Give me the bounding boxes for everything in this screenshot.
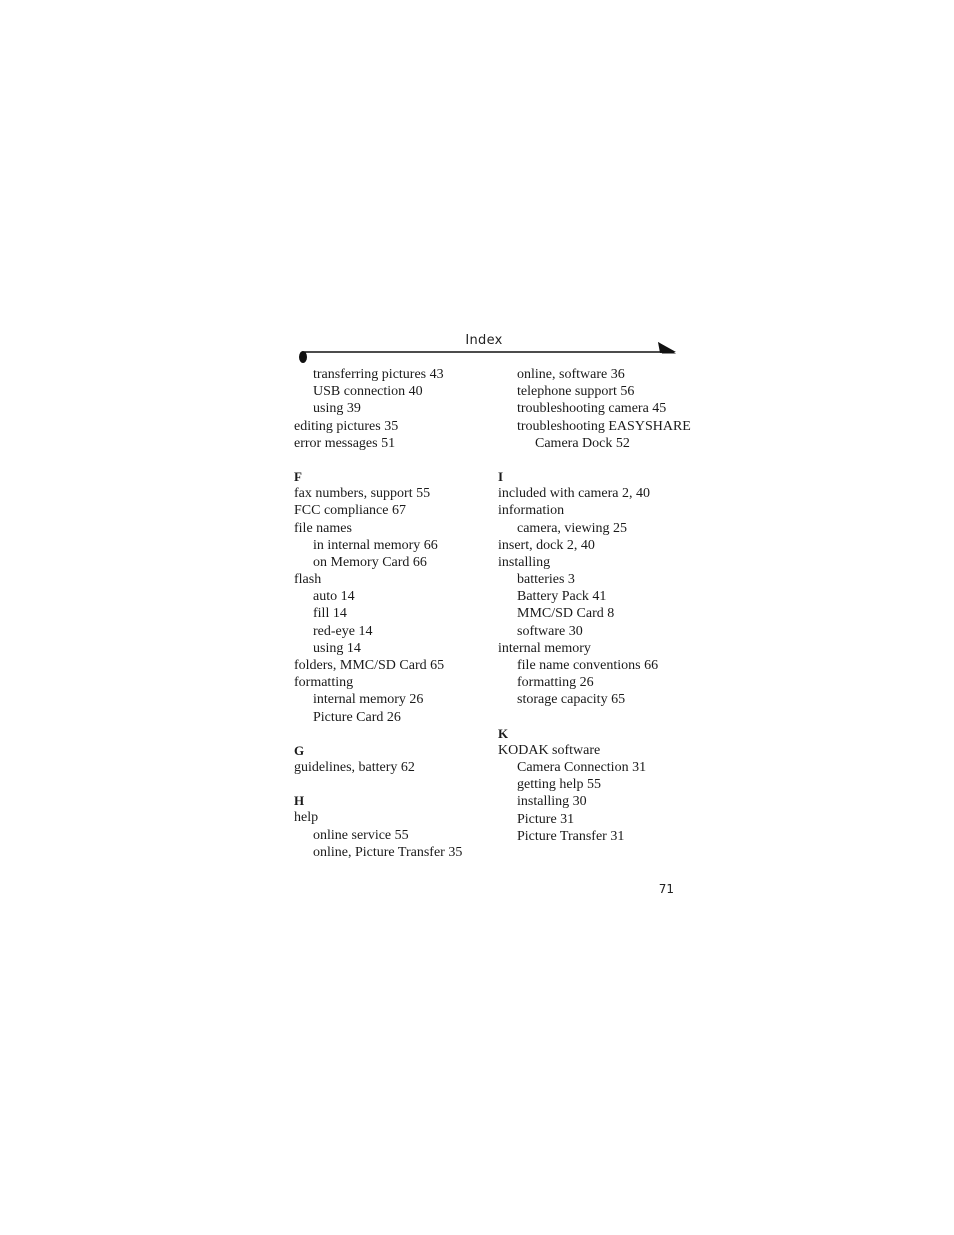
index-entry: information [498, 503, 565, 519]
index-subentry: telephone support 56 [517, 384, 635, 400]
index-entry: installing [498, 554, 551, 570]
index-subentry: in internal memory 66 [313, 537, 438, 553]
header-title: Index [465, 333, 503, 348]
index-subentry: online service 55 [313, 827, 409, 843]
index-subentry: transferring pictures 43 [313, 367, 444, 382]
index-subentry: internal memory 26 [313, 692, 424, 708]
index-subentry: MMC/SD Card 8 [517, 606, 615, 622]
index-column-right [498, 366, 691, 845]
section-letter-i: I [498, 468, 504, 484]
index-entry: FCC compliance 67 [294, 503, 406, 519]
header-rule [296, 342, 680, 368]
index-entry: editing pictures 35 [294, 418, 399, 434]
section-letter-h: H [294, 793, 305, 809]
index-entry: KODAK software [498, 742, 601, 758]
index-subentry: software 30 [517, 623, 583, 639]
section-letter-g: G [294, 742, 305, 758]
index-subentry: storage capacity 65 [517, 692, 626, 708]
index-subentry: Picture Card 26 [313, 709, 401, 725]
index-entry: fax numbers, support 55 [294, 486, 431, 502]
index-subentry: fill 14 [313, 606, 347, 622]
index-entry: error messages 51 [294, 435, 396, 451]
index-entry: internal memory [498, 640, 591, 656]
index-subentry: troubleshooting EASYSHARE [517, 418, 691, 434]
index-subentry: camera, viewing 25 [517, 520, 628, 536]
index-subentry: installing 30 [517, 794, 587, 810]
index-entry: flash [294, 572, 322, 588]
index-subentry: on Memory Card 66 [313, 554, 427, 570]
index-entry: file names [294, 520, 352, 536]
index-subentry: using 14 [313, 640, 361, 656]
index-entry: formatting [294, 675, 354, 691]
index-entry: help [294, 810, 319, 826]
index-subentry: USB connection 40 [313, 384, 423, 400]
index-subentry: Battery Pack 41 [517, 589, 607, 605]
section-letter-k: K [498, 725, 509, 741]
index-subentry-continued: Camera Dock 52 [535, 435, 630, 451]
index-subentry: batteries 3 [517, 572, 575, 588]
index-entry: insert, dock 2, 40 [498, 537, 595, 553]
section-letter-f: F [294, 468, 302, 484]
index-subentry: red-eye 14 [313, 623, 373, 639]
index-subentry: file name conventions 66 [517, 658, 659, 673]
index-subentry: using 39 [313, 401, 361, 417]
index-subentry: Camera Connection 31 [517, 759, 647, 775]
index-subentry: getting help 55 [517, 777, 601, 793]
index-subentry: formatting 26 [517, 675, 594, 691]
index-entry: folders, MMC/SD Card 65 [294, 658, 445, 673]
index-subentry: troubleshooting camera 45 [517, 401, 667, 417]
page-number: 71 [658, 882, 674, 896]
index-column-left [294, 366, 484, 861]
index-entry: guidelines, battery 62 [294, 759, 415, 775]
index-subentry: online, Picture Transfer 35 [313, 844, 463, 860]
index-subentry: Picture 31 [517, 811, 575, 827]
index-subentry: online, software 36 [517, 367, 625, 382]
index-subentry: auto 14 [313, 589, 355, 605]
index-entry: included with camera 2, 40 [498, 486, 651, 502]
index-subentry: Picture Transfer 31 [517, 828, 625, 844]
